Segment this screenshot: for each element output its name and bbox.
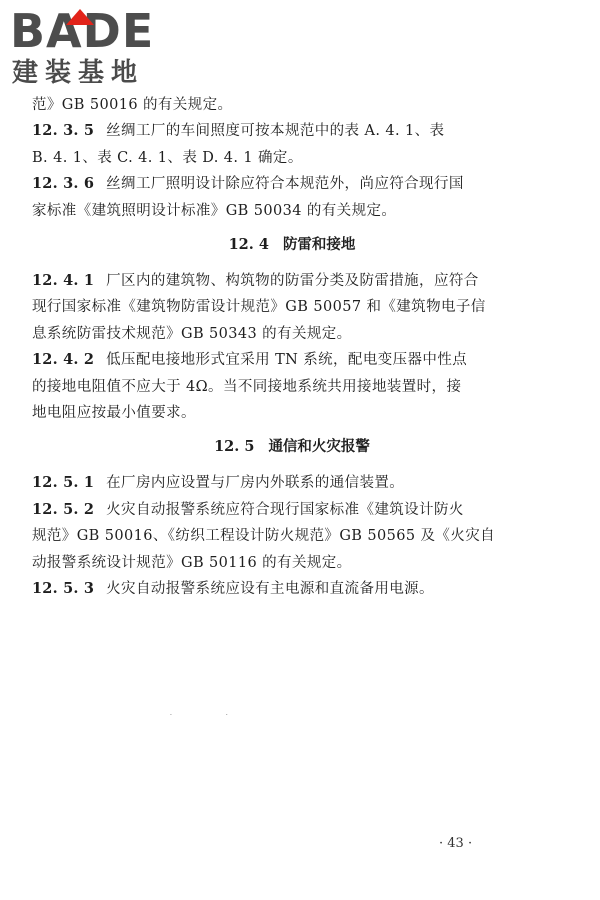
clause-number: 12. 5. 1 <box>32 474 95 492</box>
clause-text: 火灾自动报警系统应设有主电源和直流备用电源。 <box>106 581 434 598</box>
logo-chinese-text: 建装基地 <box>12 58 145 88</box>
clause-12-5-1 <box>32 470 512 496</box>
page-number: · 43 · <box>439 836 473 851</box>
section-heading-12-4 <box>32 232 512 258</box>
document-body <box>32 92 512 603</box>
clause-12-3-5 <box>32 118 512 144</box>
clause-number: 12. 3. 5 <box>32 122 95 140</box>
clause-number: 12. 3. 6 <box>32 175 95 193</box>
text-line: 现行国家标准《建筑物防雷设计规范》GB 50057 和《建筑物电子信 <box>32 299 486 316</box>
scan-speck-marks: ·· <box>170 712 282 719</box>
section-number: 12. 5 <box>214 438 255 456</box>
clause-number: 12. 4. 2 <box>32 351 95 369</box>
clause-12-3-6 <box>32 171 512 197</box>
clause-text: 在厂房内应设置与厂房内外联系的通信装置。 <box>106 475 405 492</box>
text-line: 规范》GB 50016、《纺织工程设计防火规范》GB 50565 及《火灾自 <box>32 528 496 545</box>
clause-number: 12. 5. 3 <box>32 580 95 598</box>
section-title: 通信和火灾报警 <box>268 438 370 456</box>
clause-number: 12. 5. 2 <box>32 500 95 518</box>
logo-wordmark: BADE <box>10 4 155 58</box>
clause-text: 厂区内的建筑物、构筑物的防雷分类及防雷措施，应符合 <box>106 273 479 290</box>
clause-text: 低压配电接地形式宜采用 TN 系统，配电变压器中性点 <box>106 352 468 369</box>
clause-text: 丝绸工厂照明设计除应符合本规范外，尚应符合现行国 <box>106 176 464 193</box>
text-line: 的接地电阻值不应大于 4Ω。当不同接地系统共用接地装置时，接 <box>32 378 462 395</box>
text-line: 息系统防雷技术规范》GB 50343 的有关规定。 <box>32 325 352 342</box>
logo-red-triangle-icon <box>66 9 94 25</box>
clause-number: 12. 4. 1 <box>32 272 95 290</box>
text-line: 动报警系统设计规范》GB 50116 的有关规定。 <box>32 554 352 571</box>
clause-12-5-2 <box>32 497 512 523</box>
text-line: B. 4. 1、表 C. 4. 1、表 D. 4. 1 确定。 <box>32 149 303 166</box>
section-number: 12. 4 <box>228 236 269 254</box>
text-line: 家标准《建筑照明设计标准》GB 50034 的有关规定。 <box>32 202 397 219</box>
text-line: 范》GB 50016 的有关规定。 <box>32 97 233 113</box>
bade-logo <box>10 6 175 90</box>
clause-text: 丝绸工厂的车间照度可按本规范中的表 A. 4. 1、表 <box>106 123 445 140</box>
clause-text: 火灾自动报警系统应符合现行国家标准《建筑设计防火 <box>106 501 464 518</box>
clause-12-4-2 <box>32 347 512 373</box>
section-heading-12-5 <box>32 434 512 460</box>
section-title: 防雷和接地 <box>282 236 356 254</box>
text-line: 地电阻应按最小值要求。 <box>32 405 196 422</box>
clause-12-5-3 <box>32 576 512 602</box>
clause-12-4-1 <box>32 268 512 294</box>
